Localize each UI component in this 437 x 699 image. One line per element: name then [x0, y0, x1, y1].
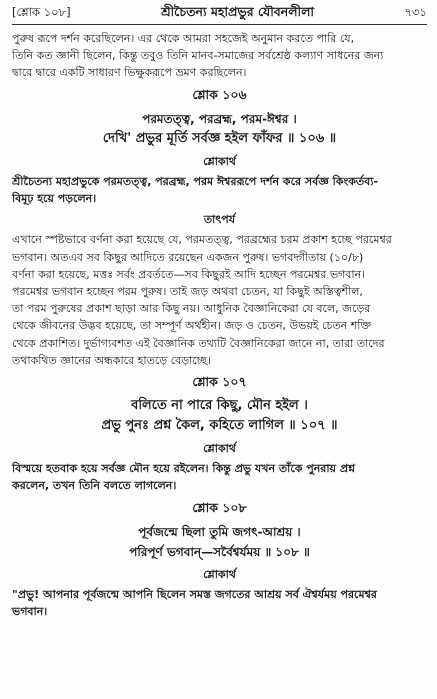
- text-line: তা পরম পুরুষের প্রকাশ ছাড়া আর কিছু নয়। আধুনিক বৈজ্ঞানিকেরা যে বলে, জড়ের: [12, 302, 371, 316]
- text-line: বর্ণনা করা হয়েছে, মত্তঃ সর্বং প্রবর্ততে—সব কিছুরই আদি হচ্ছেন পরমেশ্বর ভগবান।: [12, 267, 366, 281]
- translation-heading: শ্লোকার্থ: [203, 154, 236, 168]
- running-header: [12, 4, 427, 25]
- text-line: এখানে স্পষ্টভাবে বর্ণনা করা হয়েছে যে, পরমতত্ত্ব, পরব্রহ্মের চরম প্রকাশ হচ্ছে পরমেশ্বর: [12, 233, 392, 247]
- text-line: পরমেশ্বর ভগবান হচ্ছেন পরম পুরুষ। তাই জড় অথবা চেতন, যা কিছুই অস্তিত্বশীল,: [12, 285, 363, 299]
- text-line: থেকে প্রকাশিত। দুর্ভাগ্যবশত এই বৈজ্ঞানিক তথ্যটি বৈজ্ঞানিকেরা জানে না, তারা তাদের: [12, 336, 385, 350]
- verse-line: পূর্বজন্মে ছিলা তুমি জগৎ-আশ্রয় ।: [138, 524, 301, 539]
- translation-line: বিস্ময়ে হতবাক হয়ে সর্বজ্ঞ মৌন হয়ে রইলেন। কিন্তু প্রভু যখন তাঁকে পুনরায় প্রশ্ন: [12, 462, 355, 476]
- verse-number: শ্লোক ১০৭: [192, 374, 247, 390]
- verse-line: পরমতত্ত্ব, পরব্রহ্ম, পরম-ঈশ্বর ।: [142, 111, 297, 126]
- translation-line: ভগবান।: [12, 605, 48, 619]
- verse-number: শ্লোক ১০৮: [192, 499, 247, 515]
- verse-line: বলিতে না পারে কিছু, মৌন হইল ।: [131, 398, 308, 414]
- page-number: ৭৩১: [404, 5, 427, 19]
- intro-paragraph: [12, 30, 427, 82]
- verse-number: শ্লোক ১০৬: [192, 86, 247, 102]
- translation-line: "প্রভু! আপনার পূর্বজন্মে আপনি ছিলেন সমস্ত জগতের আশ্রয় সর্ব ঐশ্বর্যময় পরমেশ্বর: [12, 587, 377, 601]
- verse-line: পরিপূর্ণ ভগবান্—সর্বৈশ্বর্যময় ॥ ১০৮ ॥: [129, 544, 310, 559]
- header-verse-ref: [শ্লোক ১০৮]: [12, 5, 71, 19]
- translation-heading: শ্লোকার্থ: [203, 567, 236, 581]
- text-line: পুরুষ রূপে দর্শন করেছিলেন। এর থেকে আমরা সহজেই অনুমান করতে পারি যে,: [12, 32, 355, 45]
- translation-line: শ্রীচৈতন্য মহাপ্রভুকে পরমতত্ত্ব, পরব্রহ্ম, পরম ঈশ্বররূপে দর্শন করে সর্বজ্ঞ কিংকর্তব্য-: [12, 174, 379, 188]
- verse-line: প্রভু পুনঃ প্রশ্ন কৈল, কহিতে লাগিল ॥ ১০৭ ॥: [101, 418, 338, 434]
- purport-heading: তাৎপর্য: [203, 213, 236, 227]
- text-line: তথাকথিত জ্ঞানের অন্ধকারে হাতড়ে বেড়াচ্ছে।: [12, 353, 212, 367]
- translation-heading: শ্লোকার্থ: [203, 442, 236, 456]
- text-line: থেকে জীবনের উদ্ভব হয়েছে, তা সম্পূর্ণ অর্থহীন। জড় ও চেতন, উভয়ই চেতন শক্তি: [12, 319, 372, 333]
- translation-line: বিমূঢ় হয়ে পড়লেন।: [12, 192, 97, 206]
- text-line: দ্বারে দ্বারে একটি সাধারণ ভিক্ষুকরূপে ভ্রমণ করছিলেন।: [12, 66, 247, 80]
- purport-paragraph: [12, 231, 427, 369]
- translation-line: করলেন, তখন তিনি বলতে লাগলেন।: [12, 479, 177, 493]
- verse-line: দেখি' প্রভুর মূর্তি সর্বজ্ঞ হইল ফাঁফর ॥ ১০৬ ॥: [102, 130, 337, 146]
- text-line: ভগবান। অতএব সব কিছুর আদিতে রয়েছেন একজন পুরুষ। ভগবদ্গীতায় (১০/৮): [12, 250, 364, 264]
- header-title: শ্রীচৈতন্য মহাপ্রভুর যৌবনলীলা: [161, 4, 315, 19]
- text-line: তিনি কত জ্ঞানী ছিলেন, কিন্তু তবুও তিনি মানব-সমাজের সর্বশ্রেষ্ঠ কল্যাণ সাধনের জন্য: [12, 49, 384, 63]
